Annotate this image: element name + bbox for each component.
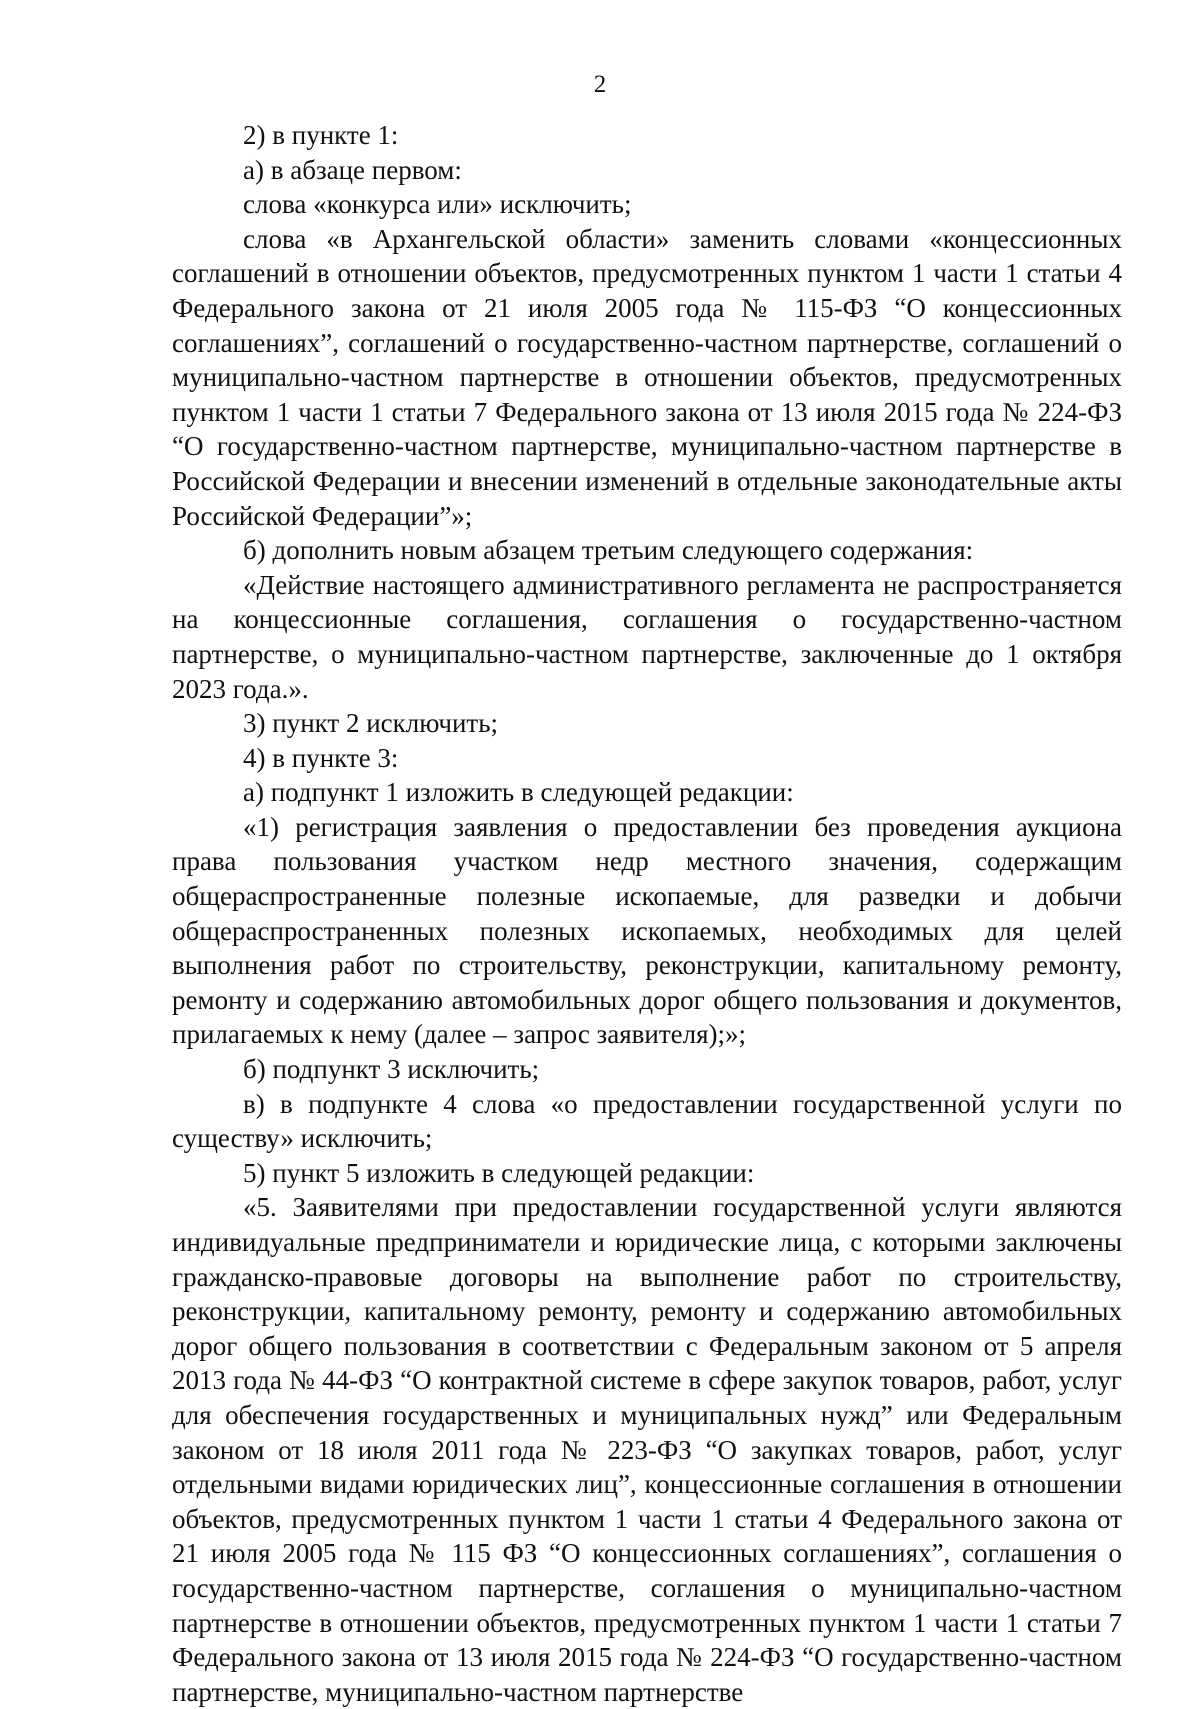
paragraph-6: «Действие настоящего административного регламента не распространяется на концессионные соглашения, соглашения о государственно-частном партнерстве, о муниципально-частном партнерстве, заключенные до 1 октября 2023 года.».: [172, 569, 1122, 704]
paragraph-4: слова «в Архангельской области» заменить словами «концессионных соглашений в отношении объектов, предусмотренных пунктом 1 части 1 статьи 4 Федерального закона от 21 июля 2005 года № 115-ФЗ “О концессионных соглашениях”, соглашений о государственно-частном партнерстве, соглашений о муниципально-частном партнерстве в отношении объектов, предусмотренных пунктом 1 части 1 статьи 7 Федерального закона от 13 июля 2015 года № 224-ФЗ “О государственно-частном партнерстве, муниципально-частном партнерстве в Российской Федерации и внесении изменений в отдельные законодательные акты Российской Федерации”»;: [172, 223, 1122, 531]
paragraph-13: 5) пункт 5 изложить в следующей редакции:: [243, 1157, 755, 1188]
paragraph-11: б) подпункт 3 исключить;: [243, 1054, 540, 1085]
paragraph-10: «1) регистрация заявления о предоставлении без проведения аукциона права пользования участком недр местного значения, содержащим общераспространенные полезные ископаемые, для разведки и добычи общераспространенных полезных ископаемых, необходимых для целей выполнения работ по строительству, реконструкции, капитальному ремонту, ремонту и содержанию автомобильных дорог общего пользования и документов, прилагаемых к нему (далее – запрос заявителя);»;: [172, 811, 1122, 1050]
paragraph-7: 3) пункт 2 исключить;: [243, 708, 499, 739]
paragraph-3: слова «конкурса или» исключить;: [243, 189, 632, 220]
paragraph-2: а) в абзаце первом:: [243, 154, 462, 185]
paragraph-14: «5. Заявителями при предоставлении государственной услуги являются индивидуальные предприниматели и юридические лица, с которыми заключены гражданско-правовые договоры на выполнение работ по строительству, реконструкции, капитальному ремонту, ремонту и содержанию автомобильных дорог общего пользования в соответствии с Федеральным законом от 5 апреля 2013 года № 44-ФЗ “О контрактной системе в сфере закупок товаров, работ, услуг для обеспечения государственных и муниципальных нужд” или Федеральным законом от 18 июля 2011 года № 223-ФЗ “О закупках товаров, работ, услуг отдельными видами юридических лиц”, концессионные соглашения в отношении объектов, предусмотренных пунктом 1 части 1 статьи 4 Федерального закона от 21 июля 2005 года № 115 ФЗ “О концессионных соглашениях”, соглашения о государственно-частном партнерстве, соглашения о муниципально-частном партнерстве в отношении объектов, предусмотренных пунктом 1 части 1 статьи 7 Федерального закона от 13 июля 2015 года № 224-ФЗ “О государственно-частном партнерстве, муниципально-частном партнерстве: [172, 1192, 1122, 1707]
paragraph-5: б) дополнить новым абзацем третьим следующего содержания:: [243, 535, 974, 566]
paragraph-8: 4) в пункте 3:: [243, 742, 399, 773]
document-body: [172, 118, 1122, 1709]
page-number: 2: [593, 71, 607, 98]
paragraph-1: 2) в пункте 1:: [243, 120, 399, 150]
paragraph-9: а) подпункт 1 изложить в следующей редакции:: [243, 777, 794, 808]
paragraph-12: в) в подпункте 4 слова «о предоставлении государственной услуги по существу» исключить;: [172, 1088, 1122, 1154]
